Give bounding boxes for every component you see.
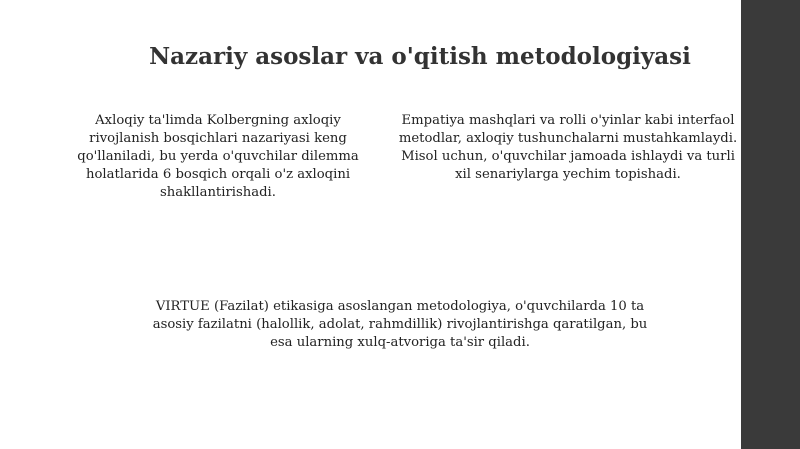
slide-title: Nazariy asoslar va o'qitish metodologiyasi: [149, 43, 691, 71]
paragraph-virtue-methodology: VIRTUE (Fazilat) etikasiga asoslangan metodologiya, o'quvchilarda 10 ta asosiy fazilatni (halollik, adolat, rahmdillik) rivojlantirishga qaratilgan, bu esa ularning xulq-atvoriga ta'sir qiladi.: [152, 299, 648, 350]
paragraph-interactive-methods: Empatiya mashqlari va rolli o'yinlar kabi interfaol metodlar, axloqiy tushunchalarni mustahkamlaydi. Misol uchun, o'quvchilar jamoada ishlaydi va turli xil senariylarga yechim topishadi.: [398, 113, 738, 182]
paragraph-kohlberg-theory: Axloqiy ta'limda Kolbergning axloqiy rivojlanish bosqichlari nazariyasi keng qo'llaniladi, bu yerda o'quvchilar dilemma holatlarida 6 bosqich orqali o'z axloqini shakllantirishadi.: [77, 113, 359, 200]
side-panel-bar: [741, 0, 800, 449]
